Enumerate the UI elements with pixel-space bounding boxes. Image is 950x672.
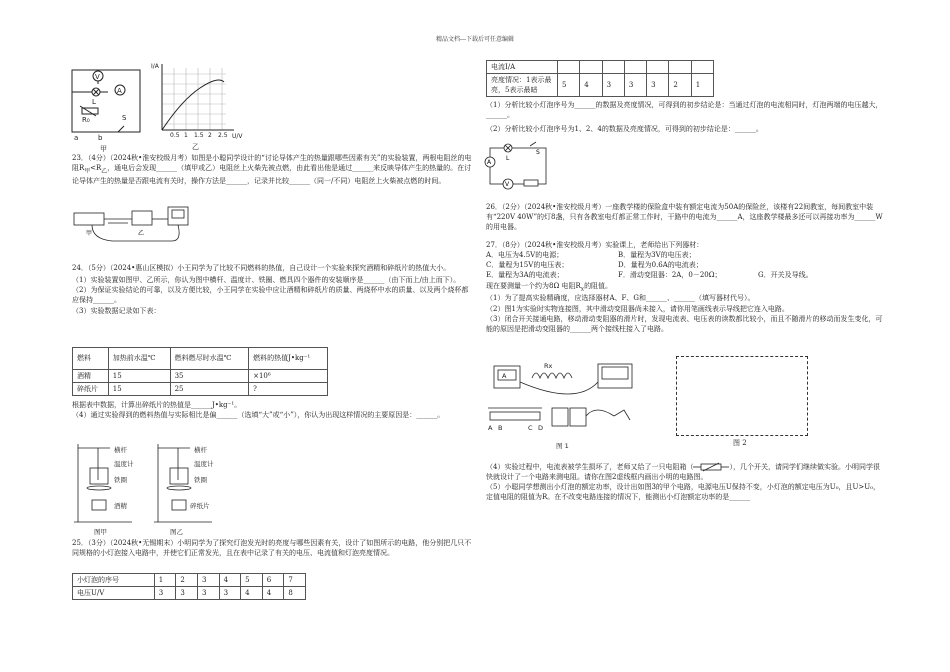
q24-data-table <box>72 347 328 396</box>
table-cell <box>669 61 691 74</box>
q25-table <box>72 573 306 600</box>
fig-yi-label: 乙 <box>192 143 199 151</box>
terminal-d: D <box>538 424 544 432</box>
label-paper: 碎纸片 <box>190 502 210 510</box>
q27-part5: （5）小聪同学想测出小灯泡的额定功率，设计出如图3的甲个电路，电源电压U保持不变，小灯泡的额定电压为U₀，且U>U₀，定值电阻的阻值为R。在不改变电路连接的情况下，能测出小灯泡额定功率的是______ <box>486 483 880 502</box>
x-tick: 2.5 <box>218 132 228 139</box>
point-b: b <box>98 134 103 142</box>
fig2-label: 图 2 <box>733 439 747 447</box>
table-cell: 2 <box>176 574 198 587</box>
switch-label: S <box>536 149 540 156</box>
voltmeter-label: V <box>505 181 510 188</box>
q24-part5: （4）通过实验得到的燃料热值与实际相比是偏______（选填“大”或“小”），你认为出现这样情况的主要原因是：______。 <box>72 411 445 420</box>
q24-part4: 根据表中数据，计算出碎纸片的热值是______J•kg⁻¹。 <box>72 401 242 409</box>
r0-label: R₀ <box>82 116 90 124</box>
table-cell: 4 <box>262 587 284 600</box>
fig1-label: 图 1 <box>556 442 569 450</box>
table-cell <box>624 61 646 74</box>
question-24 <box>72 263 472 316</box>
table-header: 燃料的热值J•kg⁻¹ <box>249 348 328 370</box>
table-cell: 4 <box>580 74 602 97</box>
label-thermometer: 温度计 <box>194 460 214 468</box>
ammeter-a: A <box>502 372 507 380</box>
label-henggan: 横杆 <box>194 446 207 454</box>
label-thermometer: 温度计 <box>114 460 134 468</box>
table-cell: 亮度情况：1表示最亮，5表示最暗 <box>487 74 558 97</box>
equipment-item: A．电压为4.5V的电源； <box>486 251 564 260</box>
table-cell: 3 <box>197 587 219 600</box>
fig-yi-label: 图乙 <box>170 528 183 536</box>
table-cell: 3 <box>176 587 198 600</box>
table-cell: 3 <box>602 74 624 97</box>
q25-text: 25．（3分）（2024秋•无锡期末）小明同学为了探究灯泡发光时的亮度与哪些因素有关，设计了如图所示的电路，他分别把几只不同规格的小灯泡接入电路中，并使它们正常发光，且在表中记录了有关的电压、电流值和灯泡亮度情况。 <box>72 539 472 558</box>
terminal-a: A <box>488 424 493 432</box>
table-cell: 4 <box>241 587 263 600</box>
table-cell: 3 <box>624 74 646 97</box>
label-iron-ring: 铁圈 <box>114 476 127 484</box>
x-tick: 0.5 <box>170 132 180 139</box>
terminal-b: B <box>498 424 503 432</box>
question-27-cont <box>486 462 886 503</box>
q27-part3: （3）闭合开关接通电路，移动滑动变阻器的滑片时，发现电流表、电压表的读数都比较小，而且不随滑片的移动而发生变化，可能的原因是把滑动变阻器的______两个接线柱接入了电路。 <box>486 314 883 333</box>
q25-circuit-figure <box>484 140 554 190</box>
ammeter-label: A <box>487 159 492 166</box>
q27-part1: （1）为了提高实验精确度，应选择器材A、F、G和______、______（填写器材代号）。 <box>486 294 755 303</box>
iv-graph-yi <box>148 60 248 152</box>
equipment-item: G．开关及导线。 <box>758 271 813 280</box>
table-cell: 5 <box>558 74 580 97</box>
table-cell: ×10⁶ <box>249 370 328 383</box>
table-cell: 4 <box>219 574 241 587</box>
terminal-c: C <box>528 424 533 432</box>
table-cell: 25 <box>170 383 249 396</box>
q23-text: <R <box>90 164 102 173</box>
equipment-item: D．量程为0.6A的电流表； <box>618 261 703 270</box>
ammeter-label: A <box>117 87 122 95</box>
table-cell: 1 <box>691 74 713 97</box>
table-cell: 3 <box>647 74 669 97</box>
lamp-label: L <box>92 98 96 106</box>
fig-jia-label: 甲 <box>100 145 107 152</box>
switch-label: S <box>122 114 127 122</box>
lamp-label: L <box>506 155 510 162</box>
table-cell: 5 <box>241 574 263 587</box>
y-axis-label: I/A <box>151 63 159 70</box>
x-tick: 1 <box>184 132 188 139</box>
table-cell <box>647 61 669 74</box>
q24-part1: （1）实验装置如图甲、乙所示，你认为图中横杆、温度计、铁圈、燃具四个器件的安装顺序是______（由下而上/由上而下）。 <box>72 276 461 285</box>
question-25 <box>72 538 472 558</box>
q25-part1: （1）分析比较小灯泡序号为______的数据及亮度情况，可得到的初步结论是：当通过灯泡的电流相同时，灯泡两端的电压越大，______。 <box>486 101 883 120</box>
x-axis-label: U/V <box>232 133 243 140</box>
q24-apparatus-figure <box>72 440 222 536</box>
table-cell: 2 <box>669 74 691 97</box>
q27-part4: ），几个开关，请同学们继续做实验。小明同学很快就设计了一个电路来测电阻。请你在图2虚线框内画出小明的电路图。 <box>486 463 880 482</box>
table-cell: 7 <box>284 574 306 587</box>
table-cell: 3 <box>154 587 176 600</box>
question-25-parts <box>486 100 886 134</box>
q23-text: 23．（4分）（2024秋•淮安校级月考）如图是小聪同学设计的“讨论导体产生的热量跟哪些因素有关”的实验装置，两根电阻丝的电阻R <box>72 154 472 173</box>
question-24-cont <box>72 400 472 420</box>
label-iron-ring: 铁圈 <box>194 476 207 484</box>
table-header: 燃料 <box>73 348 109 370</box>
q23-text: ，通电后会发现______（填甲或乙）电阻丝上火柴先被点燃，由此看出他是通过______来反映导体产生的热量的。在讨论导体产生的热量是否跟电流有关时，操作方法是______，记录并比较______（同一/不同）电阻丝上火柴被点燃的时间。 <box>72 164 472 185</box>
equipment-item: E．量程为3A的电流表； <box>486 271 564 280</box>
page-header: 精品文档---下载后可任意编辑 <box>435 36 515 43</box>
point-a: a <box>74 134 79 142</box>
resistor-box-icon <box>693 462 729 472</box>
label-alcohol: 酒精 <box>114 502 127 510</box>
q27-part4: （4）实验过程中，电流表被学生损坏了，老师又给了一只电阻箱（ <box>486 463 694 471</box>
table-cell: 8 <box>284 587 306 600</box>
table-cell <box>602 61 624 74</box>
fig-jia-label: 图甲 <box>94 528 107 536</box>
table-cell: ? <box>249 383 328 396</box>
table-cell: 35 <box>170 370 249 383</box>
q23-label-yi: 乙 <box>138 230 145 237</box>
circuit-figure-jia <box>68 62 148 152</box>
q27-intro: 27．（8分）（2024秋•淮安校级月考）实验课上，老师给出下列器材： <box>486 241 704 249</box>
q24-intro: 24．（5分）（2024•惠山区模拟）小王同学为了比较不同燃料的热值，自己设计一个实验来探究酒精和碎纸片的热值大小。 <box>72 264 451 272</box>
table-header: 加热前水温℃ <box>108 348 170 370</box>
q23-sub: 甲 <box>84 168 91 175</box>
label-henggan: 横杆 <box>114 446 127 454</box>
q25-table-continued <box>486 60 714 97</box>
table-cell <box>580 61 602 74</box>
table-cell: 酒精 <box>73 370 109 383</box>
table-cell <box>691 61 713 74</box>
q26-text: 26．（2分）（2024秋•淮安校级月考）一座教学楼的保险盒中装有额定电流为50A的保险丝，该楼有22间教室，每间教室中装有“220V 40W”的灯8盏，只有各教室电灯都正常工作时，干路中的电流为______A，这座教学楼最多还可以再接功率为______W的用电器。 <box>486 203 883 232</box>
equipment-item: F．滑动变阻器：2A，0－20Ω； <box>618 271 722 280</box>
q23-apparatus-figure <box>72 205 192 247</box>
q27-sub: x <box>580 285 585 292</box>
q23-sub: 乙 <box>101 168 108 175</box>
table-header: 燃料燃尽时水温℃ <box>170 348 249 370</box>
table-cell: 6 <box>262 574 284 587</box>
q27-text: 现在要测量一个约为8Ω 电阻R <box>486 281 581 290</box>
voltmeter-label: V <box>95 73 100 81</box>
q27-part2: （2）图1为实验时实物连接图，其中滑动变阻器尚未接入，请你用笔画线表示导线把它连入电路。 <box>486 304 789 313</box>
circuit-drawing-box <box>676 356 808 436</box>
table-cell: 碎纸片 <box>73 383 109 396</box>
x-tick: 2 <box>208 132 212 139</box>
q24-part2: （2）为保证实验结论的可靠，以及方便比较，小王同学在实验中应让酒精和碎纸片的质量、两烧杯中水的质量、以及两个烧杯都应保持______。 <box>72 286 469 305</box>
table-cell: 3 <box>197 574 219 587</box>
table-cell: 1 <box>154 574 176 587</box>
q27-figure-1 <box>486 356 656 452</box>
table-cell <box>558 61 580 74</box>
q27-text: 的阻值。 <box>584 281 613 290</box>
table-cell: 3 <box>219 587 241 600</box>
table-cell: 电压U/V <box>73 587 155 600</box>
table-cell: 15 <box>108 383 170 396</box>
table-cell: 电流I/A <box>487 61 558 74</box>
q23-label-jia: 甲 <box>86 230 93 237</box>
equipment-item: C．量程为15V的电压表； <box>486 261 569 270</box>
table-cell: 15 <box>108 370 170 383</box>
rx-label: Rx <box>544 362 553 370</box>
equipment-item: B．量程为3V的电压表； <box>618 251 696 260</box>
question-26 <box>486 202 886 232</box>
x-tick: 1.5 <box>194 132 204 139</box>
question-27 <box>486 240 886 334</box>
q25-part2: （2）分析比较小灯泡序号为1、2、4的数据及亮度情况，可得到的初步结论是：______。 <box>486 125 763 134</box>
question-23 <box>72 153 472 186</box>
q24-part3: （3）实验数据记录如下表： <box>72 306 161 315</box>
table-cell: 小灯泡的序号 <box>73 574 155 587</box>
